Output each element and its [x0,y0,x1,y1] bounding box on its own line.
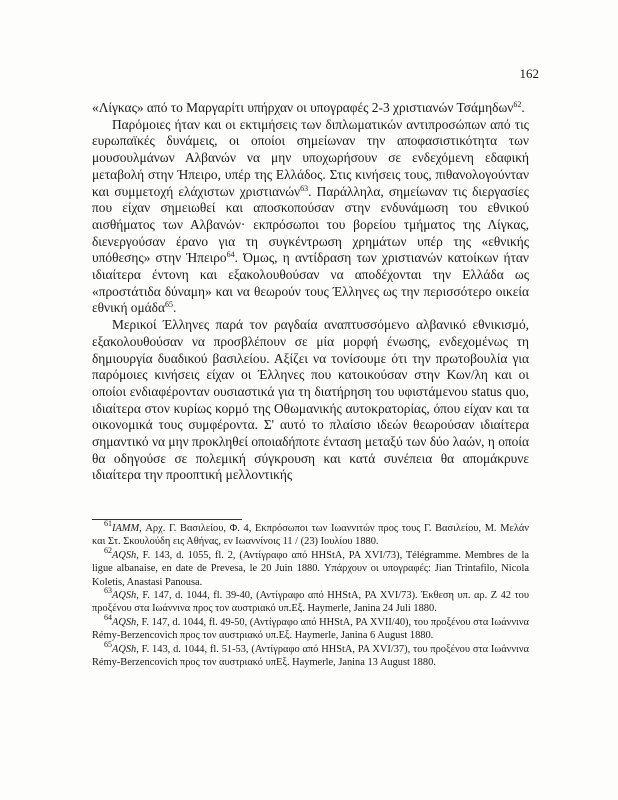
footnotes [92,519,529,669]
paragraph [92,117,529,317]
footnote-source: AQSh [112,643,137,655]
paragraph-text: . Όμως, η αντίδραση των χριστιανών κατοίκων ήταν ιδιαίτερα έντονη και εξακολουθούσαν να αποδέχονται την Ελλάδα ως «προστάτιδα δύναμη» και να θεωρούν τους Έλληνες ως την περισσότερο οικεία εθνική ομάδα [92,250,529,316]
footnote-marker: 65 [165,300,174,310]
footnote-number: 64 [104,612,112,622]
footnote [92,586,529,616]
paragraph-text: . Παράλληλα, σημείωναν τις διεργασίες που είχαν σημειωθεί και αποσκοπούσαν στην ενδυνάμωση του εθνικού αισθήματος των Αλβανών· εκπρόσωποι του βορείου τμήματος της Λίγκας, διενεργούσαν έρανο για τη συγκέντρωση χρημάτων υπέρ της «εθνικής υπόθεσης» στην Ήπειρο [92,183,529,266]
footnote-rule [92,519,242,520]
footnote-text: , F. 147, d. 1044, fl. 49-50, (Αντίγραφο από HHStA, PA XVII/40), του προξένου στα Ιωάννινα Rémy-Berzencovich προς τον αυστριακό υπ.Εξ. Haymerle, Janina 6 August 1880. [92,616,529,642]
footnote-text: , F. 143, d. 1055, fl. 2, (Αντίγραφο από HHStA, PA XVI/73), Télégramme. Membres de la ligue albanaise, en date de Prevesa, le 20 Juin 1880. Υπάρχουν οι υπογραφές: Jian Trintafilo, Nicola Koletis, Anastasi Panousa. [92,549,529,588]
paragraph-text: Μερικοί Έλληνες παρά τον ραγδαία αναπτυσσόμενο αλβανικό εθνικισμό, εξακολουθούσαν να προσβλέπουν σε μία μορφή ένωσης, ενδεχομένως τη δημιουργία δυαδικού βασιλείου. Αξίζει να τονίσουμε ότι την πρωτοβουλία για παρόμοιες κινήσεις είχαν οι Έλληνες που κατοικούσαν στην Κων/λη και οι οποίοι ενδιαφέρονταν ουσιαστικά για τη διατήρηση του υφιστάμενου status quo, ιδιαίτερα στον κυρίως κορμό της Οθωμανικής αυτοκρατορίας, όπου είχαν και τα οικονομικά τους συμφέροντα. Σ' αυτό το πλαίσιο ιδεών θεωρούσαν ιδιαίτερα σημαντικό να μην προκληθεί οποιαδήποτε ένταση μεταξύ των δύο λαών, η οποία θα οδηγούσε σε πολεμική σύγκρουση και κατά συνέπεια θα απομάκρυνε ιδιαίτερα την προοπτική μελλοντικής [92,317,529,483]
footnote [92,545,529,589]
footnote [92,519,529,549]
footnote-marker: 62 [513,100,522,109]
page-number: 162 [519,66,539,81]
paragraph-text: . [173,300,177,316]
footnote-source: AQSh [112,616,137,628]
paragraph-text: Παρόμοιες ήταν και οι εκτιμήσεις των διπλωματικών αντιπροσώπων από τις ευρωπαϊκές δυνάμεις, οι οποίοι σημείωναν την αποφασιστικότητα των μουσουλμάνων Αλβανών να μην υποχωρήσουν σε ενδεχόμενη εδαφική μεταβολή στην Ήπειρο, υπέρ της Ελλάδος. Στις κινήσεις τους, πιθανολογούνταν και συμμετοχή ελάχιστων χριστιανών [92,116,529,199]
footnote-text: , Αρχ. Γ. Βασιλείου, Φ. 4, Εκπρόσωποι των Ιωαννιτών προς τους Γ. Βασιλείου, Μ. Μελάν και Στ. Σκουλούδη εις Αθήνας, εν Ιωαννίνοις 11 / (23) Ιουλίου 1880. [92,523,529,548]
footnote [92,639,529,670]
footnote [92,612,529,643]
footnote-number: 62 [104,545,112,555]
footnote-number: 61 [104,519,112,528]
paragraph-text: «Λίγκας» από το Μαργαρίτι υπήρχαν οι υπογραφές 2-3 χριστιανών Τσάμηδων [92,100,514,115]
footnote-source: AQSh [112,590,137,602]
paragraph [92,317,529,484]
footnote-marker: 63 [300,183,309,193]
paragraph-text: . [521,100,525,115]
body-text [92,100,529,484]
footnote-number: 63 [104,586,112,596]
footnote-text: , F. 147, d. 1044, fl. 39-40, (Αντίγραφο από HHStA, PA XVI/73). Έκθεση υπ. αρ. Ζ 42 του προξένου στα Ιωάννινα προς τον αυστριακό υπ.Εξ. Haymerle, Janina 24 Juli 1880. [92,590,529,615]
footnote-text: , F. 143, d. 1044, fl. 51-53, (Αντίγραφο από HHStA, PA XVI/37), του προξένου στα Ιωάννινα Rémy-Berzencovich προς τον αυστριακό υπΕξ. Haymerle, Janina 13 August 1880. [92,643,529,669]
footnote-number: 65 [104,639,112,649]
footnote-marker: 64 [226,250,235,260]
footnote-source: AQSh [112,549,137,561]
paragraph [92,100,529,117]
footnote-source: IAMM [112,523,140,534]
